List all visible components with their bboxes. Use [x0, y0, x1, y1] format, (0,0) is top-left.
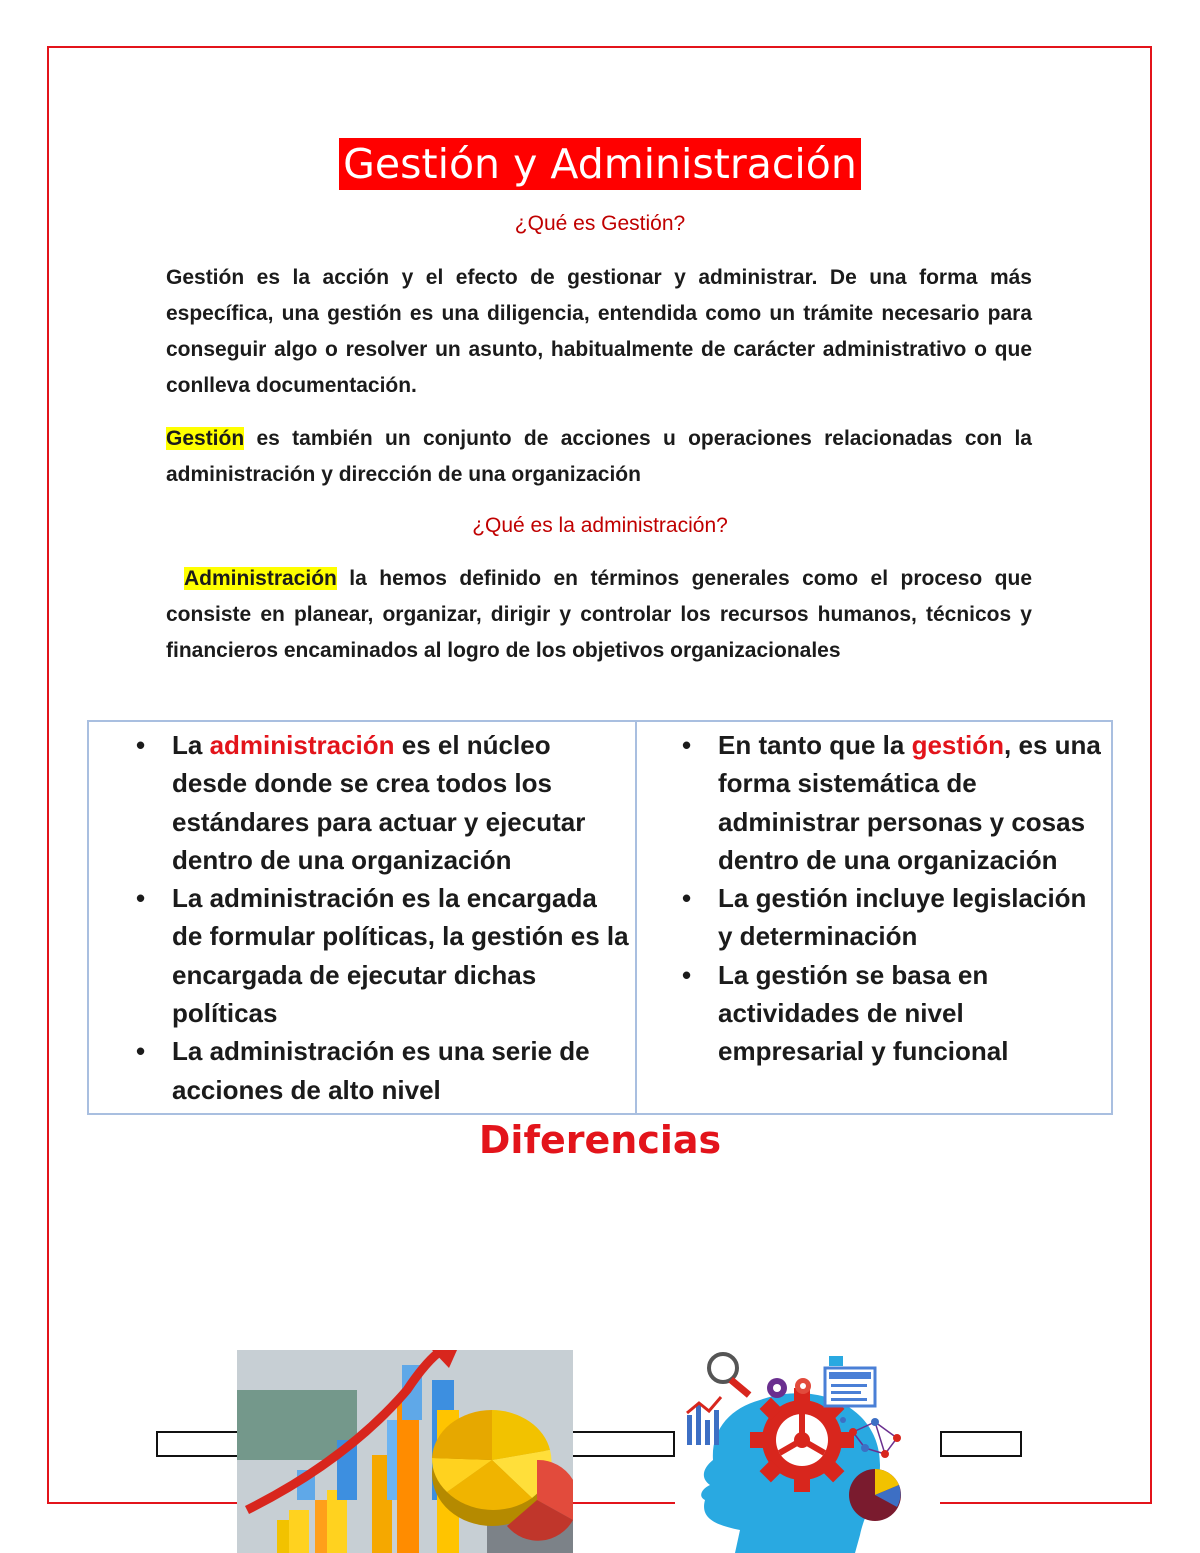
list-item-text: En tanto que la — [718, 730, 912, 760]
heading-que-es-gestion: ¿Qué es Gestión? — [514, 212, 686, 235]
bar-chart-icon — [237, 1350, 573, 1553]
paragraph-text: la hemos definido en términos generales como el proceso que consiste en planear, organizar, dirigir y controlar los recursos humanos, técnicos y financieros encaminados al logro de los objetivos organizacionales — [166, 567, 1032, 662]
keyword-administracion: administración — [209, 730, 395, 760]
bullet-list-gestion — [718, 726, 1108, 1071]
comparison-table — [87, 720, 1113, 1115]
comparison-column-administracion — [89, 722, 637, 1113]
list-item: • La gestión se basa en actividades de nivel empresarial y funcional — [718, 956, 1108, 1071]
bar-chart-pie-illustration — [237, 1350, 573, 1553]
list-item: • La administración es la encargada de formular políticas, la gestión es la encargada de ejecutar dichas políticas — [172, 879, 632, 1032]
decorative-rectangle — [571, 1431, 675, 1457]
list-item: • La gestión incluye legislación y determinación — [718, 879, 1108, 956]
paragraph-text: Gestión es la acción y el efecto de gestionar y administrar. De una forma más específica, una gestión es una diligencia, entendida como un trámite necesario para conseguir algo o resolver un asunto, habitualmente de carácter administrativo o que conlleva documentación. — [166, 266, 1032, 397]
list-item — [172, 726, 632, 879]
head-gear-icon — [675, 1350, 940, 1553]
decorative-rectangle — [156, 1431, 240, 1457]
page-title: Gestión y Administración — [339, 138, 861, 190]
comparison-column-gestion — [637, 722, 1111, 1113]
paragraph-gestion-conjunto — [166, 421, 1032, 493]
heading-que-es-administracion: ¿Qué es la administración? — [472, 514, 728, 537]
decorative-rectangle — [940, 1431, 1022, 1457]
diferencias-heading: Diferencias — [478, 1118, 722, 1162]
keyword-gestion: gestión — [911, 730, 1005, 760]
list-item: • La administración es una serie de acciones de alto nivel — [172, 1032, 632, 1109]
list-item-text: es el núcleo desde donde se crea todos los estándares para actuar y ejecutar dentro de una organización — [172, 730, 586, 875]
bullet-list-administracion — [172, 726, 632, 1109]
paragraph-gestion-definition — [166, 260, 1032, 404]
list-item-text: La — [172, 730, 210, 760]
paragraph-text: es también un conjunto de acciones u operaciones relacionadas con la administración y dirección de una organización — [166, 427, 1032, 486]
highlight-administracion: Administración — [184, 567, 337, 590]
head-gear-analytics-illustration — [675, 1350, 940, 1553]
paragraph-administracion-definition — [166, 561, 1032, 669]
title-wrap — [0, 138, 1200, 190]
highlight-gestion: Gestión — [166, 427, 245, 450]
list-item-text: , es una forma sistemática de administrar personas y cosas dentro de una organización — [718, 730, 1101, 875]
list-item — [718, 726, 1108, 879]
